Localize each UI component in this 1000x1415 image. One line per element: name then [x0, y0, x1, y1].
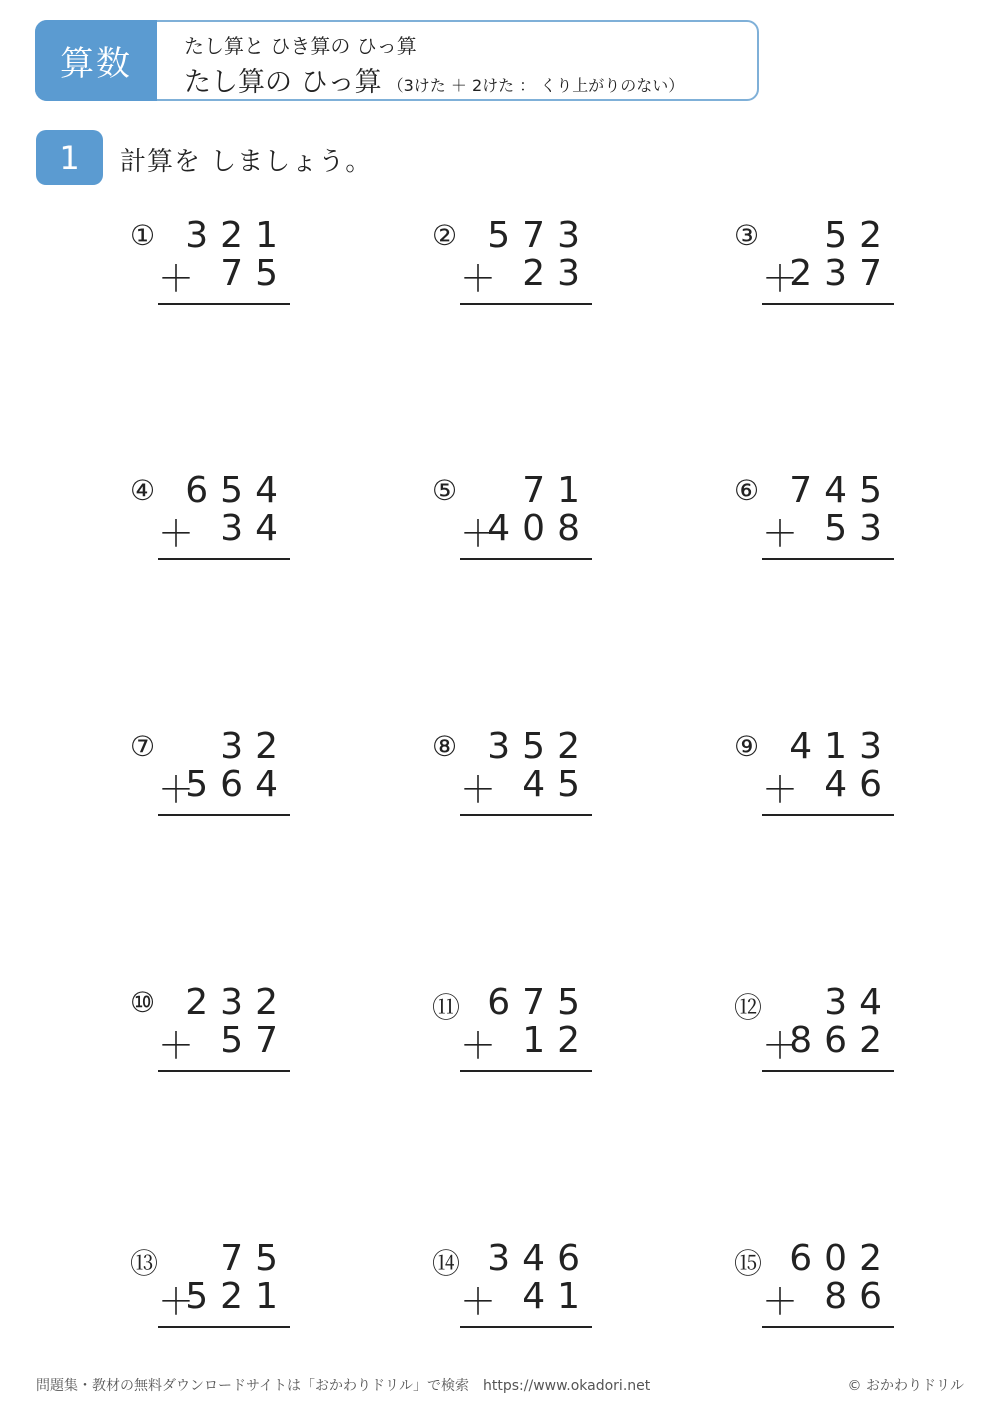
addend-top: 654	[185, 470, 290, 511]
problem-label: ⑧	[432, 730, 458, 763]
sum-underline	[762, 814, 894, 816]
question-instruction: 計算を しましょう。	[120, 147, 373, 177]
subject-badge: 算数	[35, 20, 157, 101]
problem-label: ⑨	[734, 730, 760, 763]
addend-bottom: 564	[185, 764, 290, 805]
problem-label: ⑮	[734, 1247, 763, 1280]
sum-underline	[460, 1326, 592, 1328]
problem-label: ④	[130, 474, 156, 507]
problem-5	[432, 472, 592, 562]
plus-operator: ＋	[460, 1026, 497, 1067]
addend-top: 352	[487, 726, 592, 767]
addend-top: 745	[789, 470, 894, 511]
plus-operator: ＋	[460, 770, 497, 811]
sum-underline	[762, 1326, 894, 1328]
addend-bottom: 862	[789, 1020, 894, 1061]
plus-operator: ＋	[460, 259, 497, 300]
header-subtitle: たし算と ひき算の ひっ算	[184, 34, 417, 58]
question-number-badge: 1	[36, 130, 103, 185]
problem-label: ⑬	[130, 1247, 159, 1280]
problem-label: ⑦	[130, 730, 156, 763]
problem-15	[734, 1240, 894, 1330]
addend-bottom: 53	[824, 508, 894, 549]
addend-bottom: 34	[220, 508, 290, 549]
addend-top: 71	[522, 470, 592, 511]
problem-11	[432, 984, 592, 1074]
header-title-main: たし算の ひっ算	[184, 67, 382, 98]
problem-7	[130, 728, 290, 818]
addend-bottom: 521	[185, 1276, 290, 1317]
plus-operator: ＋	[460, 1282, 497, 1323]
problem-label: ⑩	[130, 986, 156, 1019]
problem-label: ⑥	[734, 474, 760, 507]
problem-10	[130, 984, 290, 1074]
problem-1	[130, 217, 290, 307]
sum-underline	[158, 1070, 290, 1072]
addend-top: 413	[789, 726, 894, 767]
sum-underline	[762, 558, 894, 560]
addend-bottom: 23	[522, 253, 592, 294]
sum-underline	[158, 303, 290, 305]
sum-underline	[762, 303, 894, 305]
addend-bottom: 57	[220, 1020, 290, 1061]
plus-operator: ＋	[762, 1282, 799, 1323]
problem-label: ③	[734, 219, 760, 252]
footer-site-note: 問題集・教材の無料ダウンロードサイトは「おかわりドリル」で検索 https://www.okadori.net	[36, 1378, 651, 1394]
problem-label: ⑭	[432, 1247, 461, 1280]
addend-bottom: 45	[522, 764, 592, 805]
problem-label: ②	[432, 219, 458, 252]
sum-underline	[460, 814, 592, 816]
header-title	[184, 60, 684, 99]
problem-12	[734, 984, 894, 1074]
plus-operator: ＋	[762, 514, 799, 555]
plus-operator: ＋	[762, 770, 799, 811]
addend-top: 346	[487, 1238, 592, 1279]
plus-operator: ＋	[762, 259, 799, 300]
addend-top: 573	[487, 215, 592, 256]
problem-9	[734, 728, 894, 818]
plus-operator: ＋	[158, 1282, 195, 1323]
problem-13	[130, 1240, 290, 1330]
addend-top: 602	[789, 1238, 894, 1279]
addend-top: 232	[185, 982, 290, 1023]
plus-operator: ＋	[158, 1026, 195, 1067]
problem-label: ⑫	[734, 991, 763, 1024]
addend-bottom: 408	[487, 508, 592, 549]
addend-bottom: 75	[220, 253, 290, 294]
problem-label: ⑪	[432, 991, 461, 1024]
problem-label: ①	[130, 219, 156, 252]
addend-top: 675	[487, 982, 592, 1023]
plus-operator: ＋	[158, 770, 195, 811]
sum-underline	[158, 814, 290, 816]
addend-bottom: 41	[522, 1276, 592, 1317]
sum-underline	[158, 558, 290, 560]
problem-label: ⑤	[432, 474, 458, 507]
addend-bottom: 46	[824, 764, 894, 805]
problem-8	[432, 728, 592, 818]
plus-operator: ＋	[460, 514, 497, 555]
addend-top: 34	[824, 982, 894, 1023]
worksheet-header	[35, 20, 759, 101]
problem-2	[432, 217, 592, 307]
problem-3	[734, 217, 894, 307]
problem-14	[432, 1240, 592, 1330]
addend-top: 52	[824, 215, 894, 256]
addend-top: 75	[220, 1238, 290, 1279]
addend-bottom: 12	[522, 1020, 592, 1061]
sum-underline	[762, 1070, 894, 1072]
plus-operator: ＋	[158, 514, 195, 555]
sum-underline	[460, 303, 592, 305]
problem-6	[734, 472, 894, 562]
addend-top: 32	[220, 726, 290, 767]
sum-underline	[460, 1070, 592, 1072]
sum-underline	[158, 1326, 290, 1328]
footer-copyright: © おかわりドリル	[847, 1378, 964, 1394]
addend-bottom: 86	[824, 1276, 894, 1317]
addend-top: 321	[185, 215, 290, 256]
header-title-note: （3けた ＋ 2けた ： くり上がりのない）	[387, 76, 685, 95]
sum-underline	[460, 558, 592, 560]
problem-4	[130, 472, 290, 562]
plus-operator: ＋	[762, 1026, 799, 1067]
plus-operator: ＋	[158, 259, 195, 300]
addend-bottom: 237	[789, 253, 894, 294]
